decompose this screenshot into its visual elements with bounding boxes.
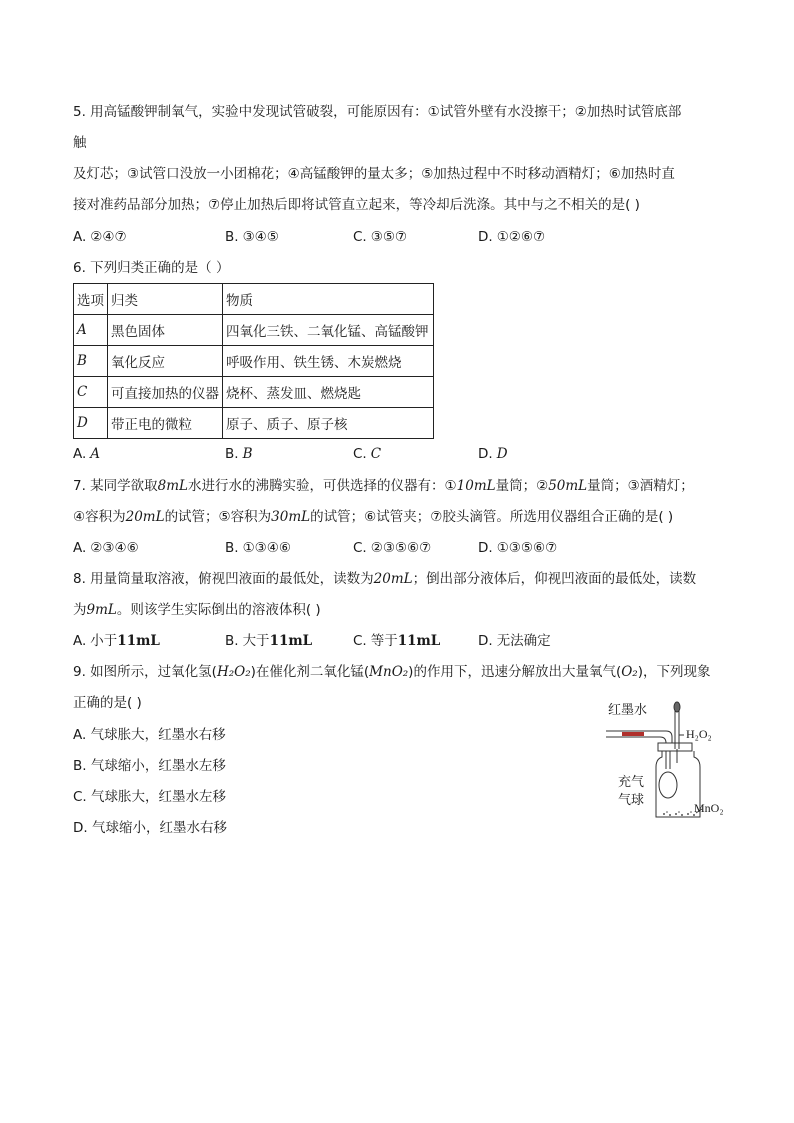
q5-stem-line-1: 5. 用高锰酸钾制氧气，实验中发现试管破裂，可能原因有：①试管外壁有水没擦干；②加热时试管底部 <box>73 104 682 120</box>
option-label: B. <box>225 633 239 649</box>
table-header-row <box>74 284 434 315</box>
red-ink-label: 红墨水 <box>608 703 648 718</box>
table-cell: C <box>74 377 108 408</box>
q5-stem-line-4: 接对准药品部分加热；⑦停止加热后即将试管直立起来，等冷却后洗涤。其中与之不相关的是( ) <box>73 197 640 213</box>
table-cell: 黑色固体 <box>108 315 223 346</box>
table-cell: 烧杯、蒸发皿、燃烧匙 <box>223 377 434 408</box>
text-run: 的试管；⑥试管夹；⑦胶头滴管。所选用仪器组合正确的是( ) <box>310 509 674 525</box>
table-cell: A <box>74 315 108 346</box>
q6-classification-table <box>73 283 434 439</box>
text-run: 的试管；⑤容积为 <box>164 509 272 525</box>
table-cell: 氧化反应 <box>108 346 223 377</box>
option-math: 11mL <box>269 633 313 649</box>
table-cell: 呼吸作用、铁生锈、木炭燃烧 <box>223 346 434 377</box>
option-text: 气球缩小，红墨水左移 <box>90 758 226 774</box>
option-text: ③④⑤ <box>242 229 279 245</box>
q7-stem-line-1 <box>73 476 694 496</box>
text-run: 。则该学生实际倒出的溶液体积( ) <box>116 602 321 618</box>
option-text: ①③⑤⑥⑦ <box>496 540 558 556</box>
text-run: 9. 如图所示，过氧化氢( <box>73 664 217 680</box>
table-row <box>74 377 434 408</box>
q8-stem-line-1 <box>73 569 696 589</box>
table-header-cell: 物质 <box>223 284 434 315</box>
table-header-cell: 选项 <box>74 284 108 315</box>
table-row <box>74 408 434 439</box>
text-run: )的作用下，迅速分解放出大量氧气( <box>408 664 622 680</box>
q8-option-b[interactable] <box>225 631 312 651</box>
balloon-label-line-1: 充气 <box>618 775 645 790</box>
q8-option-a[interactable] <box>73 631 160 651</box>
q6-options <box>73 444 733 464</box>
q9-option-b[interactable] <box>73 756 226 776</box>
math-run: 20mL <box>373 571 413 587</box>
q9-stem-line-1 <box>73 662 710 682</box>
q6-option-b[interactable] <box>225 444 252 464</box>
math-run: 10mL <box>456 478 496 494</box>
math-run: O₂ <box>621 664 638 680</box>
table-cell: 四氧化三铁、二氧化锰、高锰酸钾 <box>223 315 434 346</box>
option-text: 气球缩小，红墨水右移 <box>91 820 227 836</box>
q7-stem-line-2 <box>73 507 673 527</box>
math-run: 9mL <box>86 602 117 618</box>
option-label: C. <box>353 446 367 462</box>
option-label: A. <box>73 727 87 743</box>
text-run: 水进行水的沸腾实验，可供选择的仪器有：① <box>188 478 457 494</box>
option-math: 11mL <box>117 633 160 649</box>
red-ink-drop <box>622 732 644 736</box>
q8-option-c[interactable] <box>353 631 440 651</box>
option-text: B <box>242 446 253 462</box>
text-run: 8. 用量筒量取溶液，俯视凹液面的最低处，读数为 <box>73 571 374 587</box>
q6-stem: 6. 下列归类正确的是（ ） <box>73 260 230 276</box>
option-label: C. <box>353 229 367 245</box>
text-run: ；倒出部分液体后，仰视凹液面的最低处，读数 <box>412 571 697 587</box>
q6-option-c[interactable] <box>353 444 381 464</box>
option-label: B. <box>225 446 239 462</box>
option-text: 等于 <box>370 633 398 649</box>
table-header-cell: 归类 <box>108 284 223 315</box>
option-text: 无法确定 <box>496 633 551 649</box>
table-cell: 可直接加热的仪器 <box>108 377 223 408</box>
option-math: 11mL <box>397 633 441 649</box>
table-row <box>74 315 434 346</box>
mno2-label: MnO₂ <box>694 801 724 815</box>
q8-options <box>73 631 733 651</box>
text-run: 7. 某同学欲取 <box>73 478 158 494</box>
option-label: A. <box>73 633 87 649</box>
table-row <box>74 346 434 377</box>
option-text: ②③⑤⑥⑦ <box>370 540 432 556</box>
option-label: D. <box>478 540 493 556</box>
math-run: 8mL <box>157 478 189 494</box>
q5-stem-line-2: 触 <box>73 135 87 151</box>
option-text: ②④⑦ <box>90 229 127 245</box>
option-label: B. <box>225 229 239 245</box>
math-run: H₂O₂ <box>216 664 251 680</box>
q8-stem-line-2 <box>73 600 321 620</box>
dropper-bulb <box>674 702 680 712</box>
q5-stem-line-3: 及灯芯；③试管口没放一小团棉花；④高锰酸钾的量太多；⑤加热过程中不时移动酒精灯；⑥加热时直 <box>73 166 675 182</box>
q5-option-c[interactable] <box>353 227 407 247</box>
q9-option-c[interactable] <box>73 787 226 807</box>
option-label: B. <box>73 758 87 774</box>
option-text: 气球胀大，红墨水左移 <box>91 789 227 805</box>
q7-option-d[interactable] <box>478 538 557 558</box>
text-run: ④容积为 <box>73 509 126 525</box>
text-run: 量筒；③酒精灯； <box>587 478 694 494</box>
q7-options <box>73 538 733 558</box>
option-text: 大于 <box>242 633 270 649</box>
q7-option-c[interactable] <box>353 538 431 558</box>
q9-apparatus-figure <box>604 697 734 827</box>
option-text: D <box>496 446 508 462</box>
option-text: ①②⑥⑦ <box>496 229 546 245</box>
q6-option-a[interactable] <box>73 444 100 464</box>
table-cell: 带正电的微粒 <box>108 408 223 439</box>
option-label: A. <box>73 229 87 245</box>
q9-stem-line-2: 正确的是( ) <box>73 695 142 711</box>
text-run: 量筒；② <box>495 478 549 494</box>
math-run: 50mL <box>548 478 588 494</box>
option-label: C. <box>353 633 367 649</box>
table-cell: D <box>74 408 108 439</box>
option-label: B. <box>225 540 239 556</box>
option-label: D. <box>73 820 88 836</box>
option-label: D. <box>478 229 493 245</box>
text-run: )，下列现象 <box>637 664 711 680</box>
q7-option-b[interactable] <box>225 538 291 558</box>
option-label: C. <box>73 789 87 805</box>
table-cell: 原子、质子、原子核 <box>223 408 434 439</box>
inflated-balloon <box>659 772 677 798</box>
option-text: C <box>370 446 382 462</box>
q7-option-a[interactable] <box>73 538 139 558</box>
text-run: )在催化剂二氧化锰( <box>250 664 370 680</box>
option-text: 气球胀大，红墨水右移 <box>90 727 226 743</box>
q5-option-b[interactable] <box>225 227 279 247</box>
math-run: 30mL <box>271 509 311 525</box>
option-text: ②③④⑥ <box>90 540 139 556</box>
option-text: 小于 <box>90 633 118 649</box>
math-run: MnO₂ <box>369 664 409 680</box>
mno2-particles <box>663 811 695 816</box>
q5-options <box>73 227 733 247</box>
q6-option-d[interactable] <box>478 444 508 464</box>
option-label: D. <box>478 633 493 649</box>
h2o2-label: H₂O₂ <box>686 727 712 741</box>
option-text: ③⑤⑦ <box>370 229 408 245</box>
q9-option-a[interactable] <box>73 725 226 745</box>
option-text: A <box>90 446 101 462</box>
q5-option-d[interactable] <box>478 227 545 247</box>
option-label: D. <box>478 446 493 462</box>
table-cell: B <box>74 346 108 377</box>
balloon-label-line-2: 气球 <box>618 793 645 808</box>
option-label: C. <box>353 540 367 556</box>
option-label: A. <box>73 540 87 556</box>
math-run: 20mL <box>125 509 165 525</box>
option-label: A. <box>73 446 87 462</box>
q8-option-d[interactable] <box>478 631 551 651</box>
option-text: ①③④⑥ <box>242 540 291 556</box>
q5-option-a[interactable] <box>73 227 127 247</box>
text-run: 为 <box>73 602 87 618</box>
q9-option-d[interactable] <box>73 818 227 838</box>
